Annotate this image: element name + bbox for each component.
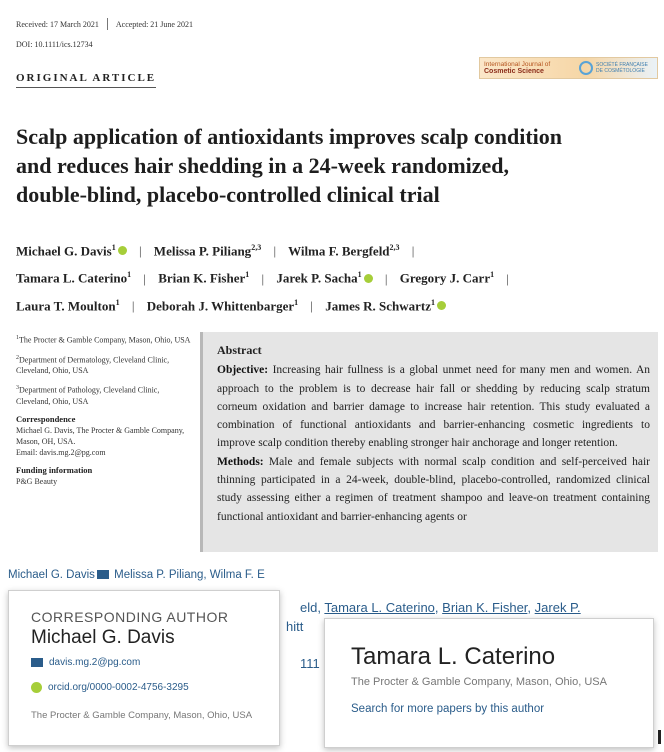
card-orcid-link[interactable]: orcid.org/0000-0002-4756-3295 xyxy=(48,682,189,693)
society-logo-icon xyxy=(579,61,593,75)
author-name[interactable]: Brian K. Fisher xyxy=(158,270,246,286)
card-kicker: CORRESPONDING AUTHOR xyxy=(31,609,229,625)
card-author-name: Michael G. Davis xyxy=(31,627,175,648)
cursor-fragment xyxy=(658,730,661,744)
author-link[interactable]: Tamara L. Caterino xyxy=(324,600,435,615)
orcid-icon[interactable] xyxy=(118,246,127,255)
author-link[interactable]: Melissa P. Piliang xyxy=(114,569,204,581)
abstract-heading: Abstract xyxy=(217,343,262,357)
orcid-icon[interactable] xyxy=(437,301,446,310)
author-link[interactable]: Michael G. Davis xyxy=(8,569,95,581)
affiliation: $^2$Department of Dermatology, Cleveland Clinic, Cleveland, Ohio, USA xyxy=(16,354,170,376)
abstract-objective: Objective: Increasing hair fullness is a global unmet need for many men and women. An approach to the problem is to decrease hair fall or shedding by reducing scalp stratum corneum oxidation and barrier damage to increase hair retention. This study evaluated a combination of functional antioxidants and barrier-enhancing cosmetic ingredients to improve scalp condition thereby enabling stronger hair anchorage and longer retention. xyxy=(217,364,650,450)
author-name[interactable]: Michael G. Davis xyxy=(16,243,112,259)
author-name[interactable]: Melissa P. Piliang xyxy=(153,243,252,259)
divider xyxy=(107,18,108,30)
card-email-row[interactable] xyxy=(31,657,279,668)
web-author-line: eld, Tamara L. Caterino, Brian K. Fisher, Jarek P. xyxy=(300,600,581,615)
funding-label: Funding information xyxy=(16,464,93,475)
author-line: Tamara L. Caterino$^1$ | Brian K. Fisher$^1$ | Jarek P. Sacha$^1$ | Gregory J. Carr$^1$ | xyxy=(16,270,509,286)
article-dates xyxy=(16,18,193,30)
doi[interactable]: DOI: 10.1111/ics.12734 xyxy=(16,40,93,49)
article-type: ORIGINAL ARTICLE xyxy=(16,72,156,88)
paper-title xyxy=(16,122,656,209)
author-list xyxy=(16,236,656,318)
author-link[interactable]: Jarek P. xyxy=(534,600,581,615)
orcid-icon xyxy=(31,682,42,693)
funding-text: P&G Beauty xyxy=(16,476,58,486)
email-icon xyxy=(31,658,43,667)
journal-name: International Journal of Cosmetic Science xyxy=(484,61,551,75)
author-name[interactable]: Deborah J. Whittenbarger xyxy=(146,297,295,313)
orcid-icon[interactable] xyxy=(364,274,373,283)
web-author-strip: Michael G. Davis Melissa P. Piliang, Wilma F. E xyxy=(8,569,265,581)
abstract-box xyxy=(200,332,658,552)
author-name[interactable]: James R. Schwartz xyxy=(325,297,432,313)
author-card xyxy=(324,618,654,748)
author-link[interactable]: Wilma F. E xyxy=(209,569,265,581)
author-line: Laura T. Moulton$^1$ | Deborah J. Whittenbarger$^1$ | James R. Schwartz$^1$ xyxy=(16,291,656,318)
search-papers-link[interactable]: Search for more papers by this author xyxy=(351,703,545,715)
affiliations-column xyxy=(16,333,194,487)
card-affiliation: The Procter & Gamble Company, Mason, Ohio, USA xyxy=(31,710,253,721)
author-name[interactable]: Wilma F. Bergfeld xyxy=(288,243,390,259)
correspondence-email[interactable]: Email: davis.mg.2@pg.com xyxy=(16,447,106,457)
accepted-date: Accepted: 21 June 2021 xyxy=(115,19,193,29)
title-line: Scalp application of antioxidants improves scalp condition xyxy=(16,124,563,149)
email-icon[interactable] xyxy=(97,570,109,579)
journal-logo xyxy=(479,57,658,79)
abstract-methods: Methods: Male and female subjects with normal scalp condition and self-perceived hair thinning participated in a 24-week, double-blind, placebo-controlled, randomized clinical study assessing either a regimen of treatment shampoo and leave-on treatment containing functional antioxidant and barrier-enhancing agents or xyxy=(217,455,650,523)
received-date: Received: 17 March 2021 xyxy=(16,19,99,29)
affiliation: $^3$Department of Pathology, Cleveland Clinic, Cleveland, Ohio, USA xyxy=(16,385,160,406)
card-author-name: Tamara L. Caterino xyxy=(351,643,556,670)
title-line: and reduces hair shedding in a 24-week randomized, xyxy=(16,153,510,178)
society-name: SOCIÉTÉ FRANÇAISE DE COSMÉTOLOGIE xyxy=(596,62,648,74)
author-name[interactable]: Jarek P. Sacha xyxy=(276,270,358,286)
title-line: double-blind, placebo-controlled clinical trial xyxy=(16,182,440,207)
card-orcid-row[interactable] xyxy=(31,682,279,693)
correspondence-label: Correspondence xyxy=(16,413,76,424)
corresponding-author-card xyxy=(8,590,280,746)
card-email-link[interactable]: davis.mg.2@pg.com xyxy=(49,657,141,668)
text-fragment: 111 xyxy=(300,656,320,671)
author-link-fragment[interactable]: hitt xyxy=(286,619,304,634)
author-name[interactable]: Laura T. Moulton xyxy=(16,297,116,313)
author-line: Michael G. Davis$^1$ | Melissa P. Piliang$^{2,3}$ | Wilma F. Bergfeld$^{2,3}$ | xyxy=(16,243,415,259)
correspondence-text: Michael G. Davis, The Procter & Gamble Company, Mason, OH, USA. xyxy=(16,425,185,446)
affiliation: $^1$The Procter & Gamble Company, Mason, Ohio, USA xyxy=(16,335,191,345)
author-name[interactable]: Tamara L. Caterino xyxy=(16,270,128,286)
card-affiliation: The Procter & Gamble Company, Mason, Ohio, USA xyxy=(351,676,607,688)
author-name[interactable]: Gregory J. Carr xyxy=(399,270,491,286)
author-link[interactable]: Brian K. Fisher xyxy=(442,600,528,615)
